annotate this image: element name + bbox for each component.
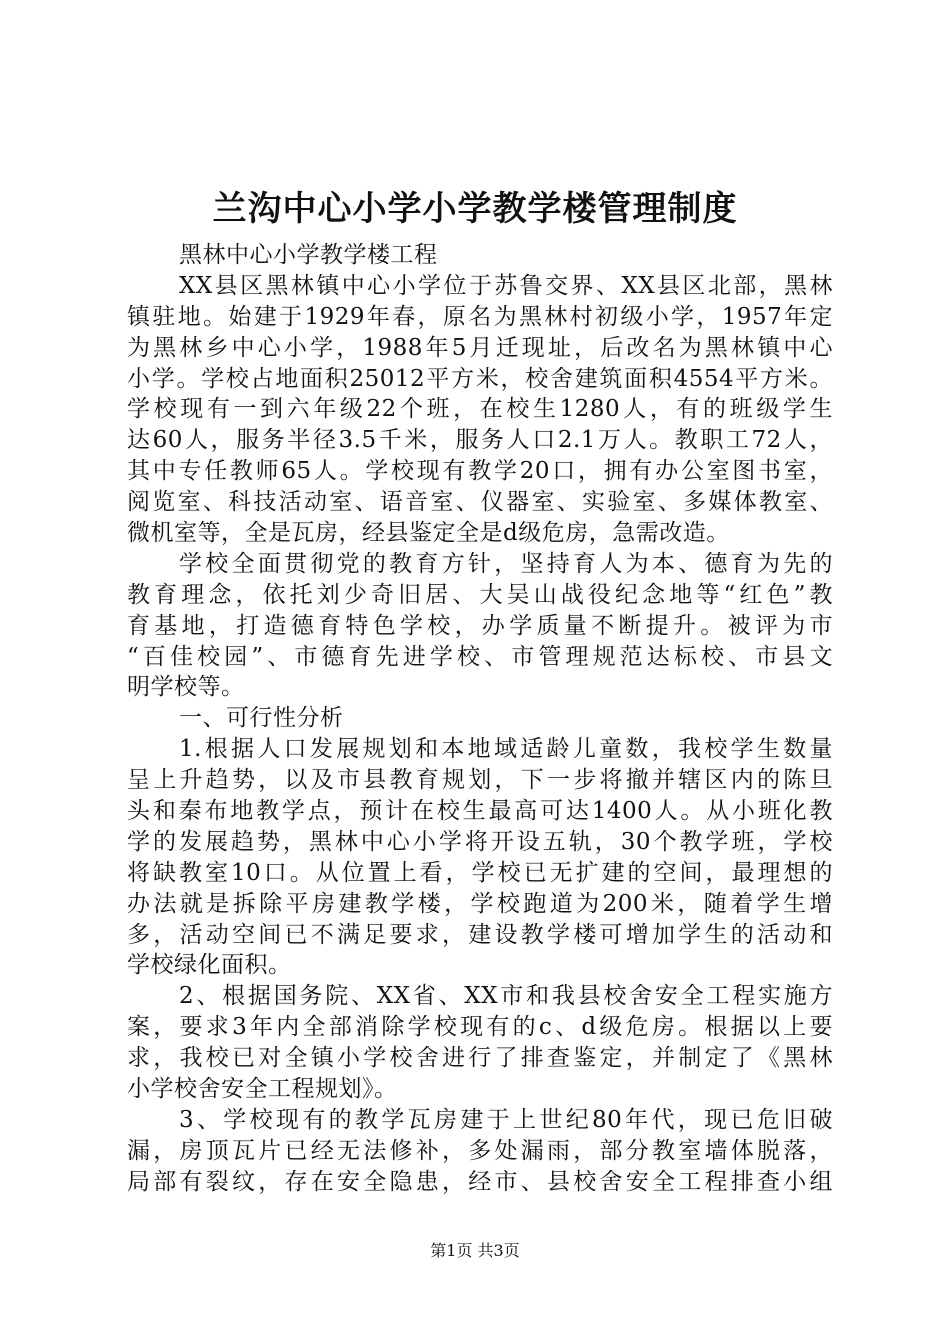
body-line: 3、学校现有的教学瓦房建于上世纪80年代，现已危旧破 — [179, 1106, 833, 1133]
body-line: 阅览室、科技活动室、语音室、仪器室、实验室、多媒体教室、 — [127, 489, 833, 516]
document-title: 兰沟中心小学小学教学楼管理制度 — [212, 189, 738, 229]
body-line: 办法就是拆除平房建教学楼，学校跑道为200米，随着学生增 — [127, 890, 833, 917]
body-line: 学校绿化面积。 — [127, 952, 292, 979]
body-line: 局部有裂纹，存在安全隐患，经市、县校舍安全工程排查小组 — [127, 1168, 833, 1195]
body-line: 学校现有一到六年级22个班，在校生1280人，有的班级学生 — [127, 396, 833, 423]
body-line: 将缺教室10口。从位置上看，学校已无扩建的空间，最理想的 — [127, 859, 833, 886]
body-line: 育基地，打造德育特色学校，办学质量不断提升。被评为市 — [127, 612, 833, 639]
body-line: 学校全面贯彻党的教育方针，坚持育人为本、德育为先的 — [179, 550, 833, 577]
page-number: 第1页 共3页 — [430, 1241, 520, 1260]
body-line: 达60人，服务半径3.5千米，服务人口2.1万人。教职工72人， — [127, 427, 833, 454]
body-line: 求，我校已对全镇小学校舍进行了排查鉴定，并制定了《黑林 — [127, 1045, 833, 1072]
body-line: 漏，房顶瓦片已经无法修补，多处漏雨，部分教室墙体脱落， — [127, 1137, 833, 1164]
body-line: XX县区黑林镇中心小学位于苏鲁交界、XX县区北部，黑林 — [179, 272, 833, 299]
body-line: 镇驻地。始建于1929年春，原名为黑林村初级小学，1957年定 — [127, 303, 833, 330]
document-body — [127, 240, 833, 1198]
body-line: 呈上升趋势，以及市县教育规划，下一步将撤并辖区内的陈旦 — [127, 767, 833, 794]
body-line: 小学校舍安全工程规划》。 — [127, 1076, 398, 1103]
body-line: 案，要求3年内全部消除学校现有的c、d级危房。根据以上要 — [127, 1014, 833, 1041]
body-line: 微机室等，全是瓦房，经县鉴定全是d级危房，急需改造。 — [127, 520, 730, 547]
body-line: 黑林中心小学教学楼工程 — [179, 242, 438, 268]
body-line: 2、根据国务院、XX省、XX市和我县校舍安全工程实施方 — [179, 983, 833, 1010]
body-line: 为黑林乡中心小学，1988年5月迁现址，后改名为黑林镇中心 — [127, 334, 833, 361]
body-line: 一、可行性分析 — [179, 705, 344, 732]
body-line: “百佳校园”、市德育先进学校、市管理规范达标校、市县文 — [127, 643, 833, 670]
body-line: 明学校等。 — [127, 674, 245, 701]
body-line: 1.根据人口发展规划和本地域适龄儿童数，我校学生数量 — [179, 736, 833, 763]
body-line: 其中专任教师65人。学校现有教学20口，拥有办公室图书室， — [127, 458, 833, 485]
body-line: 头和秦布地教学点，预计在校生最高可达1400人。从小班化教 — [127, 798, 833, 825]
body-line: 小学。学校占地面积25012平方米，校舍建筑面积4554平方米。 — [127, 365, 833, 392]
body-line: 多，活动空间已不满足要求，建设教学楼可增加学生的活动和 — [127, 921, 833, 948]
body-line: 教育理念，依托刘少奇旧居、大吴山战役纪念地等“红色”教 — [127, 581, 833, 608]
body-line: 学的发展趋势，黑林中心小学将开设五轨，30个教学班，学校 — [127, 828, 833, 855]
